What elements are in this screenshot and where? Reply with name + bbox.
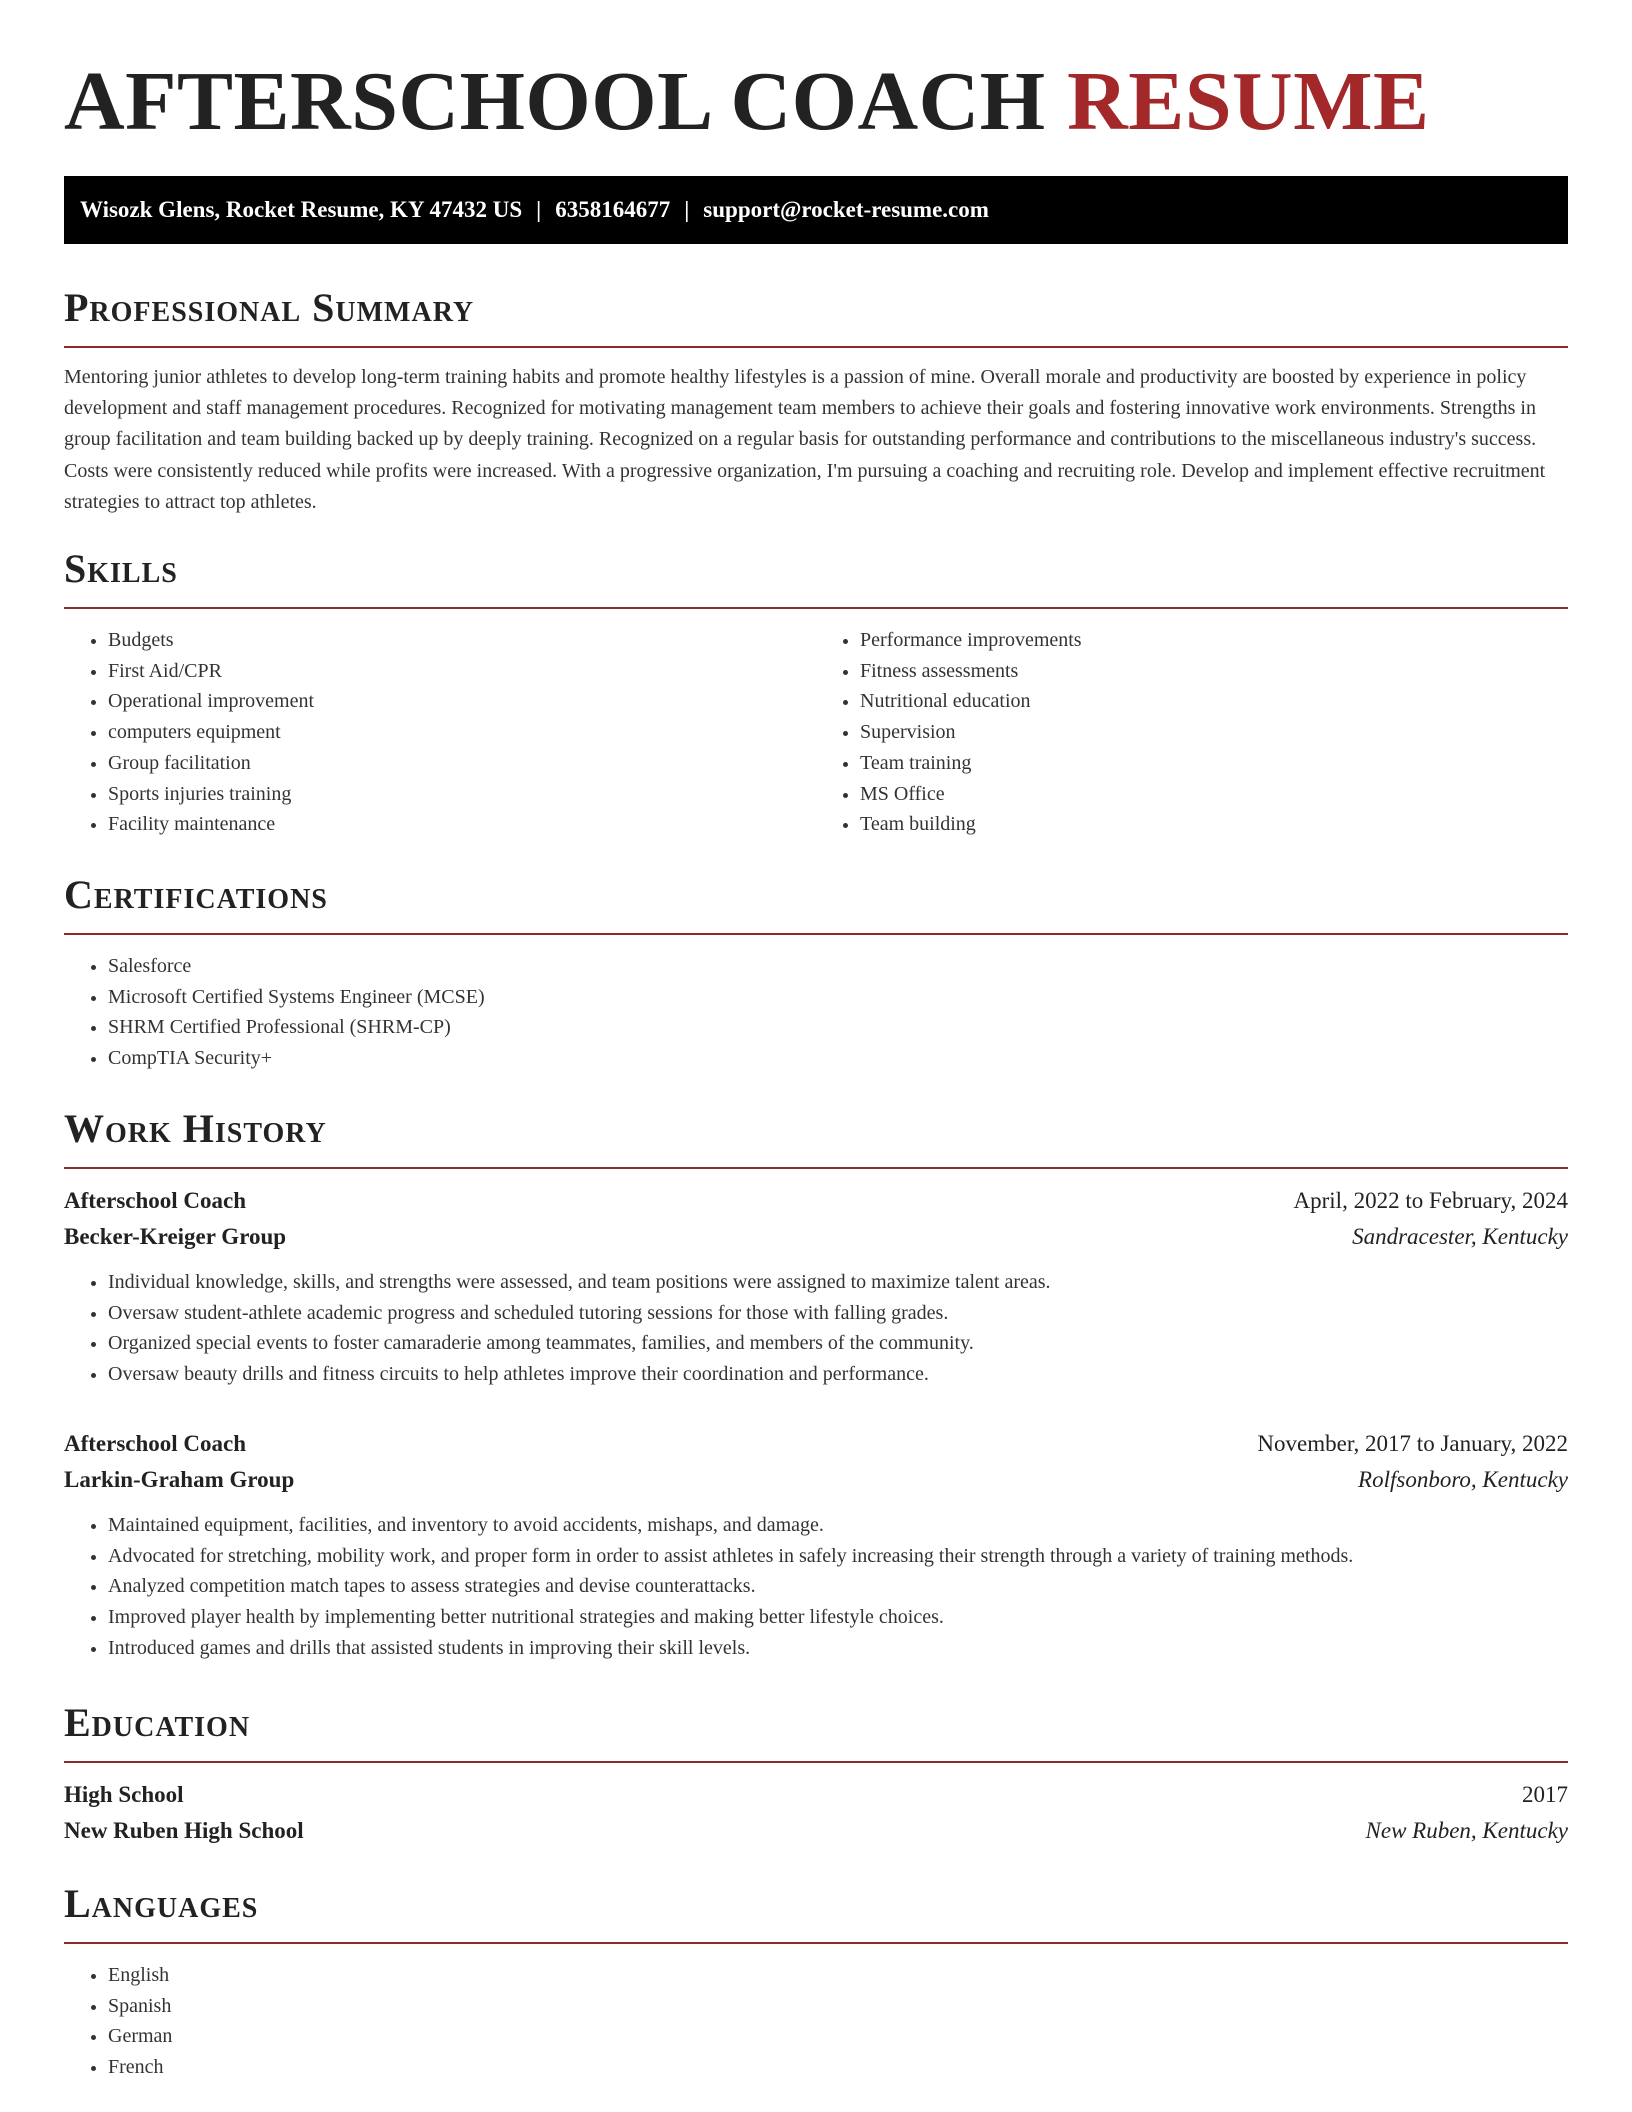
section-divider [64, 346, 1568, 348]
contact-separator: | [684, 197, 690, 222]
education-school: New Ruben High School [64, 1818, 304, 1843]
summary-heading: Professional Summary [64, 285, 475, 330]
job-location: Rolfsonboro, Kentucky [1358, 1466, 1568, 1492]
skill-item: • computers equipment [108, 717, 816, 748]
education-header-row [64, 1777, 1568, 1813]
skills-list-left [64, 625, 816, 840]
skill-item: • Operational improvement [108, 686, 816, 717]
job-company-row [64, 1219, 1568, 1255]
language-item: • English [108, 1960, 1568, 1991]
summary-section [64, 282, 1568, 518]
contact-separator: | [536, 197, 542, 222]
skill-item: • Team training [860, 748, 1568, 779]
job-bullet: • Organized special events to foster camaraderie among teammates, families, and members of the community. [108, 1328, 1568, 1359]
job-title: Afterschool Coach [64, 1188, 247, 1213]
skills-section [64, 543, 1568, 840]
skill-item: • Supervision [860, 717, 1568, 748]
work-history-section [64, 1103, 1568, 1663]
job-bullet: • Oversaw student-athlete academic progress and scheduled tutoring sessions for those with falling grades. [108, 1298, 1568, 1329]
title-main: AFTERSCHOOL COACH [64, 55, 1046, 148]
job-entry [64, 1426, 1568, 1664]
job-header-row [64, 1183, 1568, 1219]
education-school-row [64, 1813, 1568, 1849]
certifications-heading: Certifications [64, 872, 328, 917]
job-bullet: • Advocated for stretching, mobility work, and proper form in order to assist athletes in safely increasing their strength through a variety of training methods. [108, 1541, 1568, 1572]
contact-email: support@rocket-resume.com [703, 197, 989, 222]
job-bullet: • Individual knowledge, skills, and strengths were assessed, and team positions were assigned to maximize talent areas. [108, 1267, 1568, 1298]
education-year: 2017 [1522, 1782, 1568, 1807]
education-location: New Ruben, Kentucky [1365, 1818, 1568, 1843]
skill-item: • First Aid/CPR [108, 656, 816, 687]
language-item: • French [108, 2052, 1568, 2083]
certification-item: • CompTIA Security+ [108, 1043, 1568, 1074]
education-heading: Education [64, 1700, 251, 1745]
resume-title [64, 56, 1430, 148]
job-title: Afterschool Coach [64, 1430, 247, 1456]
job-bullets [64, 1510, 1568, 1664]
job-bullets [64, 1267, 1568, 1390]
job-bullet: • Oversaw beauty drills and fitness circuits to help athletes improve their coordination and performance. [108, 1359, 1568, 1390]
job-bullet: • Introduced games and drills that assisted students in improving their skill levels. [108, 1633, 1568, 1664]
job-entry [64, 1183, 1568, 1390]
skills-heading: Skills [64, 546, 178, 591]
skill-item: • MS Office [860, 779, 1568, 810]
section-divider [64, 1761, 1568, 1763]
skill-item: • Fitness assessments [860, 656, 1568, 687]
education-degree: High School [64, 1782, 184, 1807]
work-history-heading: Work History [64, 1106, 327, 1151]
language-item: • Spanish [108, 1991, 1568, 2022]
section-divider [64, 933, 1568, 935]
education-section [64, 1697, 1568, 1849]
education-entry [64, 1777, 1568, 1849]
certifications-list [64, 951, 1568, 1074]
skills-columns [64, 609, 1568, 840]
summary-text: Mentoring junior athletes to develop long-term training habits and promote healthy lifestyles is a passion of mine. Overall morale and productivity are boosted by experience in policy development and staff management procedures. Recognized for motivating management team members to achieve their goals and fostering innovative work environments. Strengths in group facilitation and team building backed up by deeply training. Recognized on a regular basis for outstanding performance and contributions to the miscellaneous industry's success. Costs were consistently reduced while profits were increased. With a progressive organization, I'm pursuing a coaching and recruiting role. Develop and implement effective recruitment strategies to attract top athletes. [64, 366, 1546, 513]
contact-address: Wisozk Glens, Rocket Resume, KY 47432 US [80, 197, 523, 222]
skill-item: • Team building [860, 809, 1568, 840]
contact-bar [64, 176, 1568, 244]
skill-item: • Budgets [108, 625, 816, 656]
job-company: Becker-Kreiger Group [64, 1224, 287, 1249]
job-bullet: • Improved player health by implementing better nutritional strategies and making better lifestyle choices. [108, 1602, 1568, 1633]
job-company: Larkin-Graham Group [64, 1466, 295, 1492]
title-accent: RESUME [1067, 55, 1430, 148]
job-location: Sandracester, Kentucky [1352, 1224, 1568, 1249]
skill-item: • Performance improvements [860, 625, 1568, 656]
job-bullet: • Analyzed competition match tapes to assess strategies and devise counterattacks. [108, 1571, 1568, 1602]
language-item: • German [108, 2021, 1568, 2052]
skill-item: • Facility maintenance [108, 809, 816, 840]
skill-item: • Group facilitation [108, 748, 816, 779]
job-dates: April, 2022 to February, 2024 [1293, 1188, 1568, 1213]
languages-list [64, 1960, 1568, 2083]
section-divider [64, 1167, 1568, 1169]
certifications-section [64, 869, 1568, 1074]
languages-heading: Languages [64, 1881, 259, 1926]
job-company-row [64, 1462, 1568, 1498]
certification-item: • Salesforce [108, 951, 1568, 982]
job-bullet: • Maintained equipment, facilities, and inventory to avoid accidents, mishaps, and damage. [108, 1510, 1568, 1541]
section-divider [64, 1942, 1568, 1944]
languages-section [64, 1878, 1568, 2083]
certification-item: • SHRM Certified Professional (SHRM-CP) [108, 1012, 1568, 1043]
job-dates: November, 2017 to January, 2022 [1257, 1430, 1568, 1456]
skills-list-right [816, 625, 1568, 840]
skill-item: • Nutritional education [860, 686, 1568, 717]
skill-item: • Sports injuries training [108, 779, 816, 810]
job-header-row [64, 1426, 1568, 1462]
contact-phone: 6358164677 [555, 197, 671, 222]
certification-item: • Microsoft Certified Systems Engineer (MCSE) [108, 982, 1568, 1013]
